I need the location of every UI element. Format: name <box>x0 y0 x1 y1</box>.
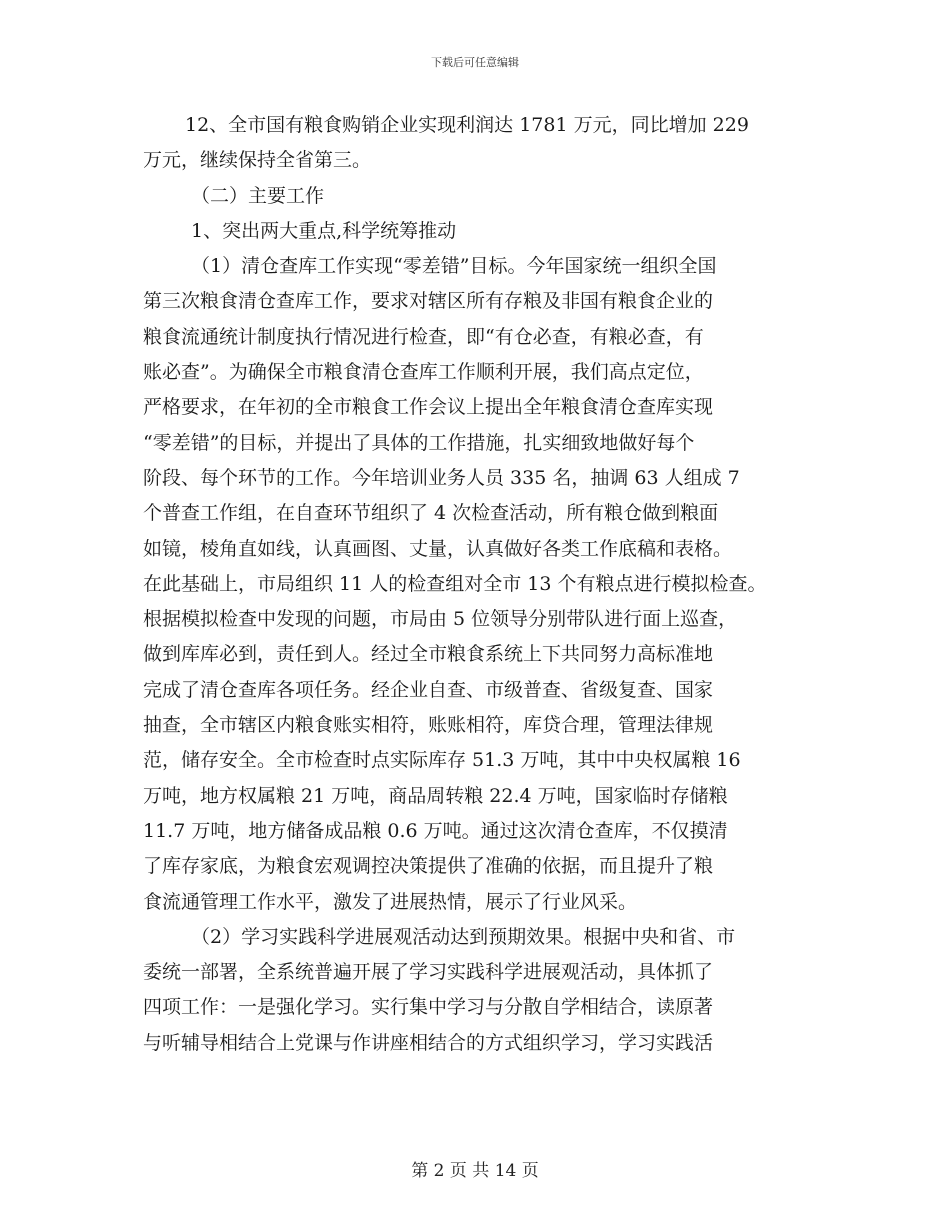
paragraph-line: （2）学习实践科学进展观活动达到预期效果。根据中央和省、市 <box>191 925 736 948</box>
paragraph-line: 了库存家底，为粮食宏观调控决策提供了准确的依据，而且提升了粮 <box>143 855 714 878</box>
paragraph-line: “零差错”的目标，并提出了具体的工作措施，扎实细致地做好每个 <box>143 431 695 454</box>
document-body <box>143 108 823 1061</box>
paragraph-line: 如镜，棱角直如线，认真画图、丈量，认真做好各类工作底稿和表格。 <box>143 537 733 560</box>
paragraph-line: 做到库库必到，责任到人。经过全市粮食系统上下共同努力高标准地 <box>143 643 714 666</box>
paragraph-line: 账必查”。为确保全市粮食清仓查库工作顺利开展，我们高点定位， <box>143 361 704 384</box>
paragraph-line: 与听辅导相结合上党课与作讲座相结合的方式组织学习，学习实践活 <box>143 1031 714 1054</box>
paragraph-line: 粮食流通统计制度执行情况进行检查，即“有仓必查，有粮必查，有 <box>143 325 704 348</box>
paragraph-line: 抽查，全市辖区内粮食账实相符，账账相符，库贷合理，管理法律规 <box>143 714 714 737</box>
paragraph-line: 阶段、每个环节的工作。今年培训业务人员 335 名，抽调 63 人组成 7 <box>143 466 740 489</box>
paragraph-line: 在此基础上，市局组织 11 人的检查组对全市 13 个有粮点进行模拟检查。 <box>143 572 767 595</box>
paragraph-line: 万吨，地方权属粮 21 万吨，商品周转粮 22.4 万吨，国家临时存储粮 <box>143 784 728 807</box>
page-header-note: 下载后可任意编辑 <box>431 56 519 69</box>
paragraph-line: 四项工作：一是强化学习。实行集中学习与分散自学相结合，读原著 <box>143 996 714 1019</box>
subsection-heading: 1、突出两大重点,科学统筹推动 <box>191 219 457 242</box>
paragraph-line: 食流通管理工作水平，激发了进展热情，展示了行业风采。 <box>143 890 638 913</box>
paragraph-line: 第三次粮食清仓查库工作，要求对辖区所有存粮及非国有粮食企业的 <box>143 290 714 313</box>
paragraph-line: 范，储存安全。全市检查时点实际库存 51.3 万吨，其中中央权属粮 16 <box>143 749 741 772</box>
paragraph-line: 个普查工作组，在自查环节组织了 4 次检查活动，所有粮仓做到粮面 <box>143 502 719 525</box>
paragraph-line: 万元，继续保持全省第三。 <box>143 149 372 172</box>
paragraph-line: 严格要求，在年初的全市粮食工作会议上提出全年粮食清仓查库实现 <box>143 396 714 419</box>
paragraph-line: （1）清仓查库工作实现“零差错”目标。今年国家统一组织全国 <box>191 255 717 278</box>
page-number: 第 2 页 共 14 页 <box>411 1161 539 1181</box>
paragraph-line: 11.7 万吨，地方储备成品粮 0.6 万吨。通过这次清仓查库，不仅摸清 <box>143 819 728 842</box>
paragraph-line: 根据模拟检查中发现的问题，市局由 5 位领导分别带队进行面上巡查， <box>143 608 738 631</box>
paragraph-line: 委统一部署，全系统普遍开展了学习实践科学进展观活动，具体抓了 <box>143 961 714 984</box>
paragraph-line: 12、全市国有粮食购销企业实现利润达 1781 万元，同比增加 229 <box>185 114 749 136</box>
paragraph-line: 完成了清仓查库各项任务。经企业自查、市级普查、省级复查、国家 <box>143 678 714 701</box>
section-heading: （二）主要工作 <box>191 184 325 207</box>
